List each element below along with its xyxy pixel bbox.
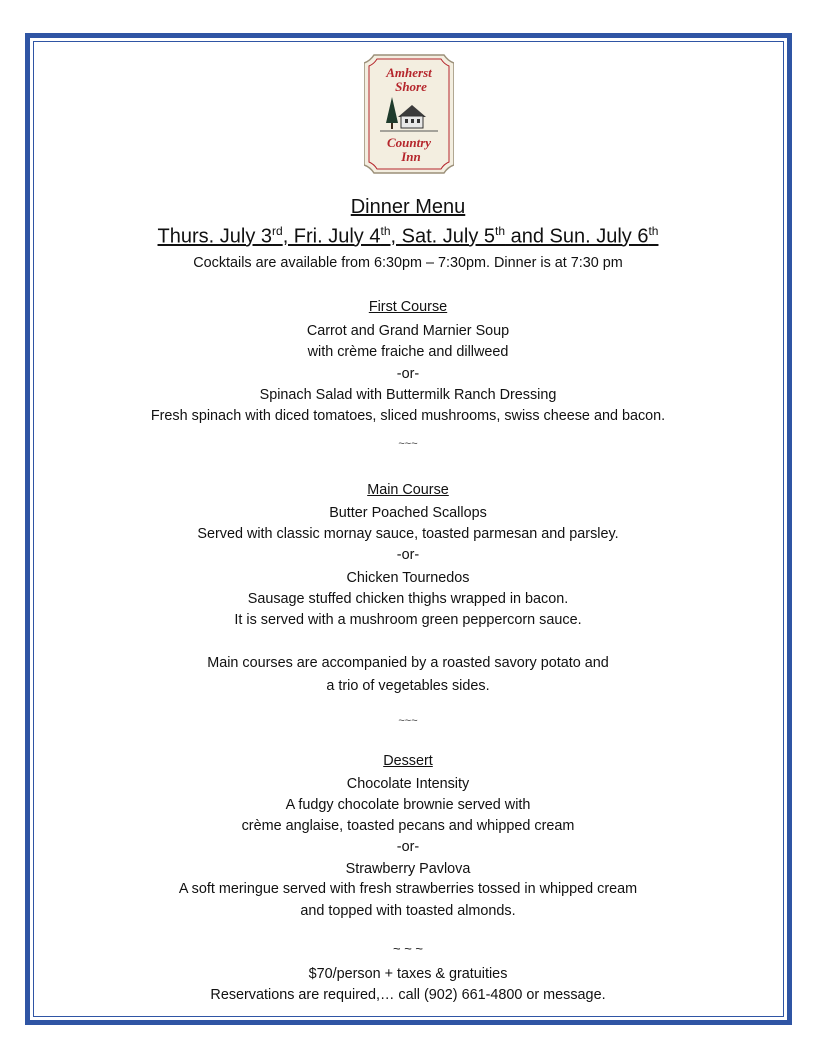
first-course-heading: First Course	[368, 299, 448, 315]
dessert-or: -or-	[396, 839, 420, 855]
first-course-or: -or-	[396, 366, 420, 382]
main-course-note1: Main courses are accompanied by a roasted savory potato and	[207, 655, 609, 671]
main-course-note2: a trio of vegetables sides.	[326, 678, 490, 694]
reservations-info: Reservations are required,… call (902) 661-4800 or message.	[210, 987, 606, 1003]
dessert-item2-desc1: A soft meringue served with fresh strawberries tossed in whipped cream	[178, 881, 638, 897]
dessert-item1-name: Chocolate Intensity	[346, 776, 470, 792]
first-course-item2-desc: Fresh spinach with diced tomatoes, sliced mushrooms, swiss cheese and bacon.	[150, 408, 666, 424]
logo-text-shore: Shore	[395, 79, 427, 94]
separator-2: ~~~	[398, 715, 418, 727]
menu-dates: Thurs. July 3rd, Fri. July 4th, Sat. July 5th and Sun. July 6th	[157, 224, 659, 248]
main-course-item2-desc1: Sausage stuffed chicken thighs wrapped in bacon.	[247, 591, 569, 607]
main-course-heading: Main Course	[367, 482, 449, 498]
separator-3: ~ ~ ~	[393, 941, 423, 956]
main-course-item2-desc2: It is served with a mushroom green peppercorn sauce.	[234, 612, 582, 628]
cocktails-info: Cocktails are available from 6:30pm – 7:30pm. Dinner is at 7:30 pm	[193, 255, 623, 271]
first-course-item1-desc: with crème fraiche and dillweed	[307, 344, 509, 360]
dessert-item2-desc2: and topped with toasted almonds.	[300, 903, 516, 919]
separator-1: ~~~	[398, 438, 418, 450]
first-course-item1-name: Carrot and Grand Marnier Soup	[306, 323, 510, 339]
main-course-item2-name: Chicken Tournedos	[346, 570, 470, 586]
main-course-item1-desc: Served with classic mornay sauce, toasted parmesan and parsley.	[197, 526, 619, 542]
main-course-or: -or-	[396, 547, 420, 563]
dessert-item1-desc2: crème anglaise, toasted pecans and whipped cream	[241, 818, 575, 834]
logo-text-inn: Inn	[401, 149, 421, 164]
dessert-item1-desc1: A fudgy chocolate brownie served with	[285, 797, 531, 813]
logo-text-country: Country	[386, 135, 432, 150]
first-course-item2-name: Spinach Salad with Buttermilk Ranch Dressing	[259, 387, 557, 403]
dessert-heading: Dessert	[383, 753, 433, 769]
menu-title: Dinner Menu	[350, 196, 466, 218]
logo-text-amherst: Amherst	[386, 65, 432, 80]
main-course-item1-name: Butter Poached Scallops	[329, 505, 487, 521]
price-info: $70/person + taxes & gratuities	[308, 966, 508, 982]
dessert-item2-name: Strawberry Pavlova	[345, 861, 471, 877]
inn-logo	[364, 53, 454, 175]
